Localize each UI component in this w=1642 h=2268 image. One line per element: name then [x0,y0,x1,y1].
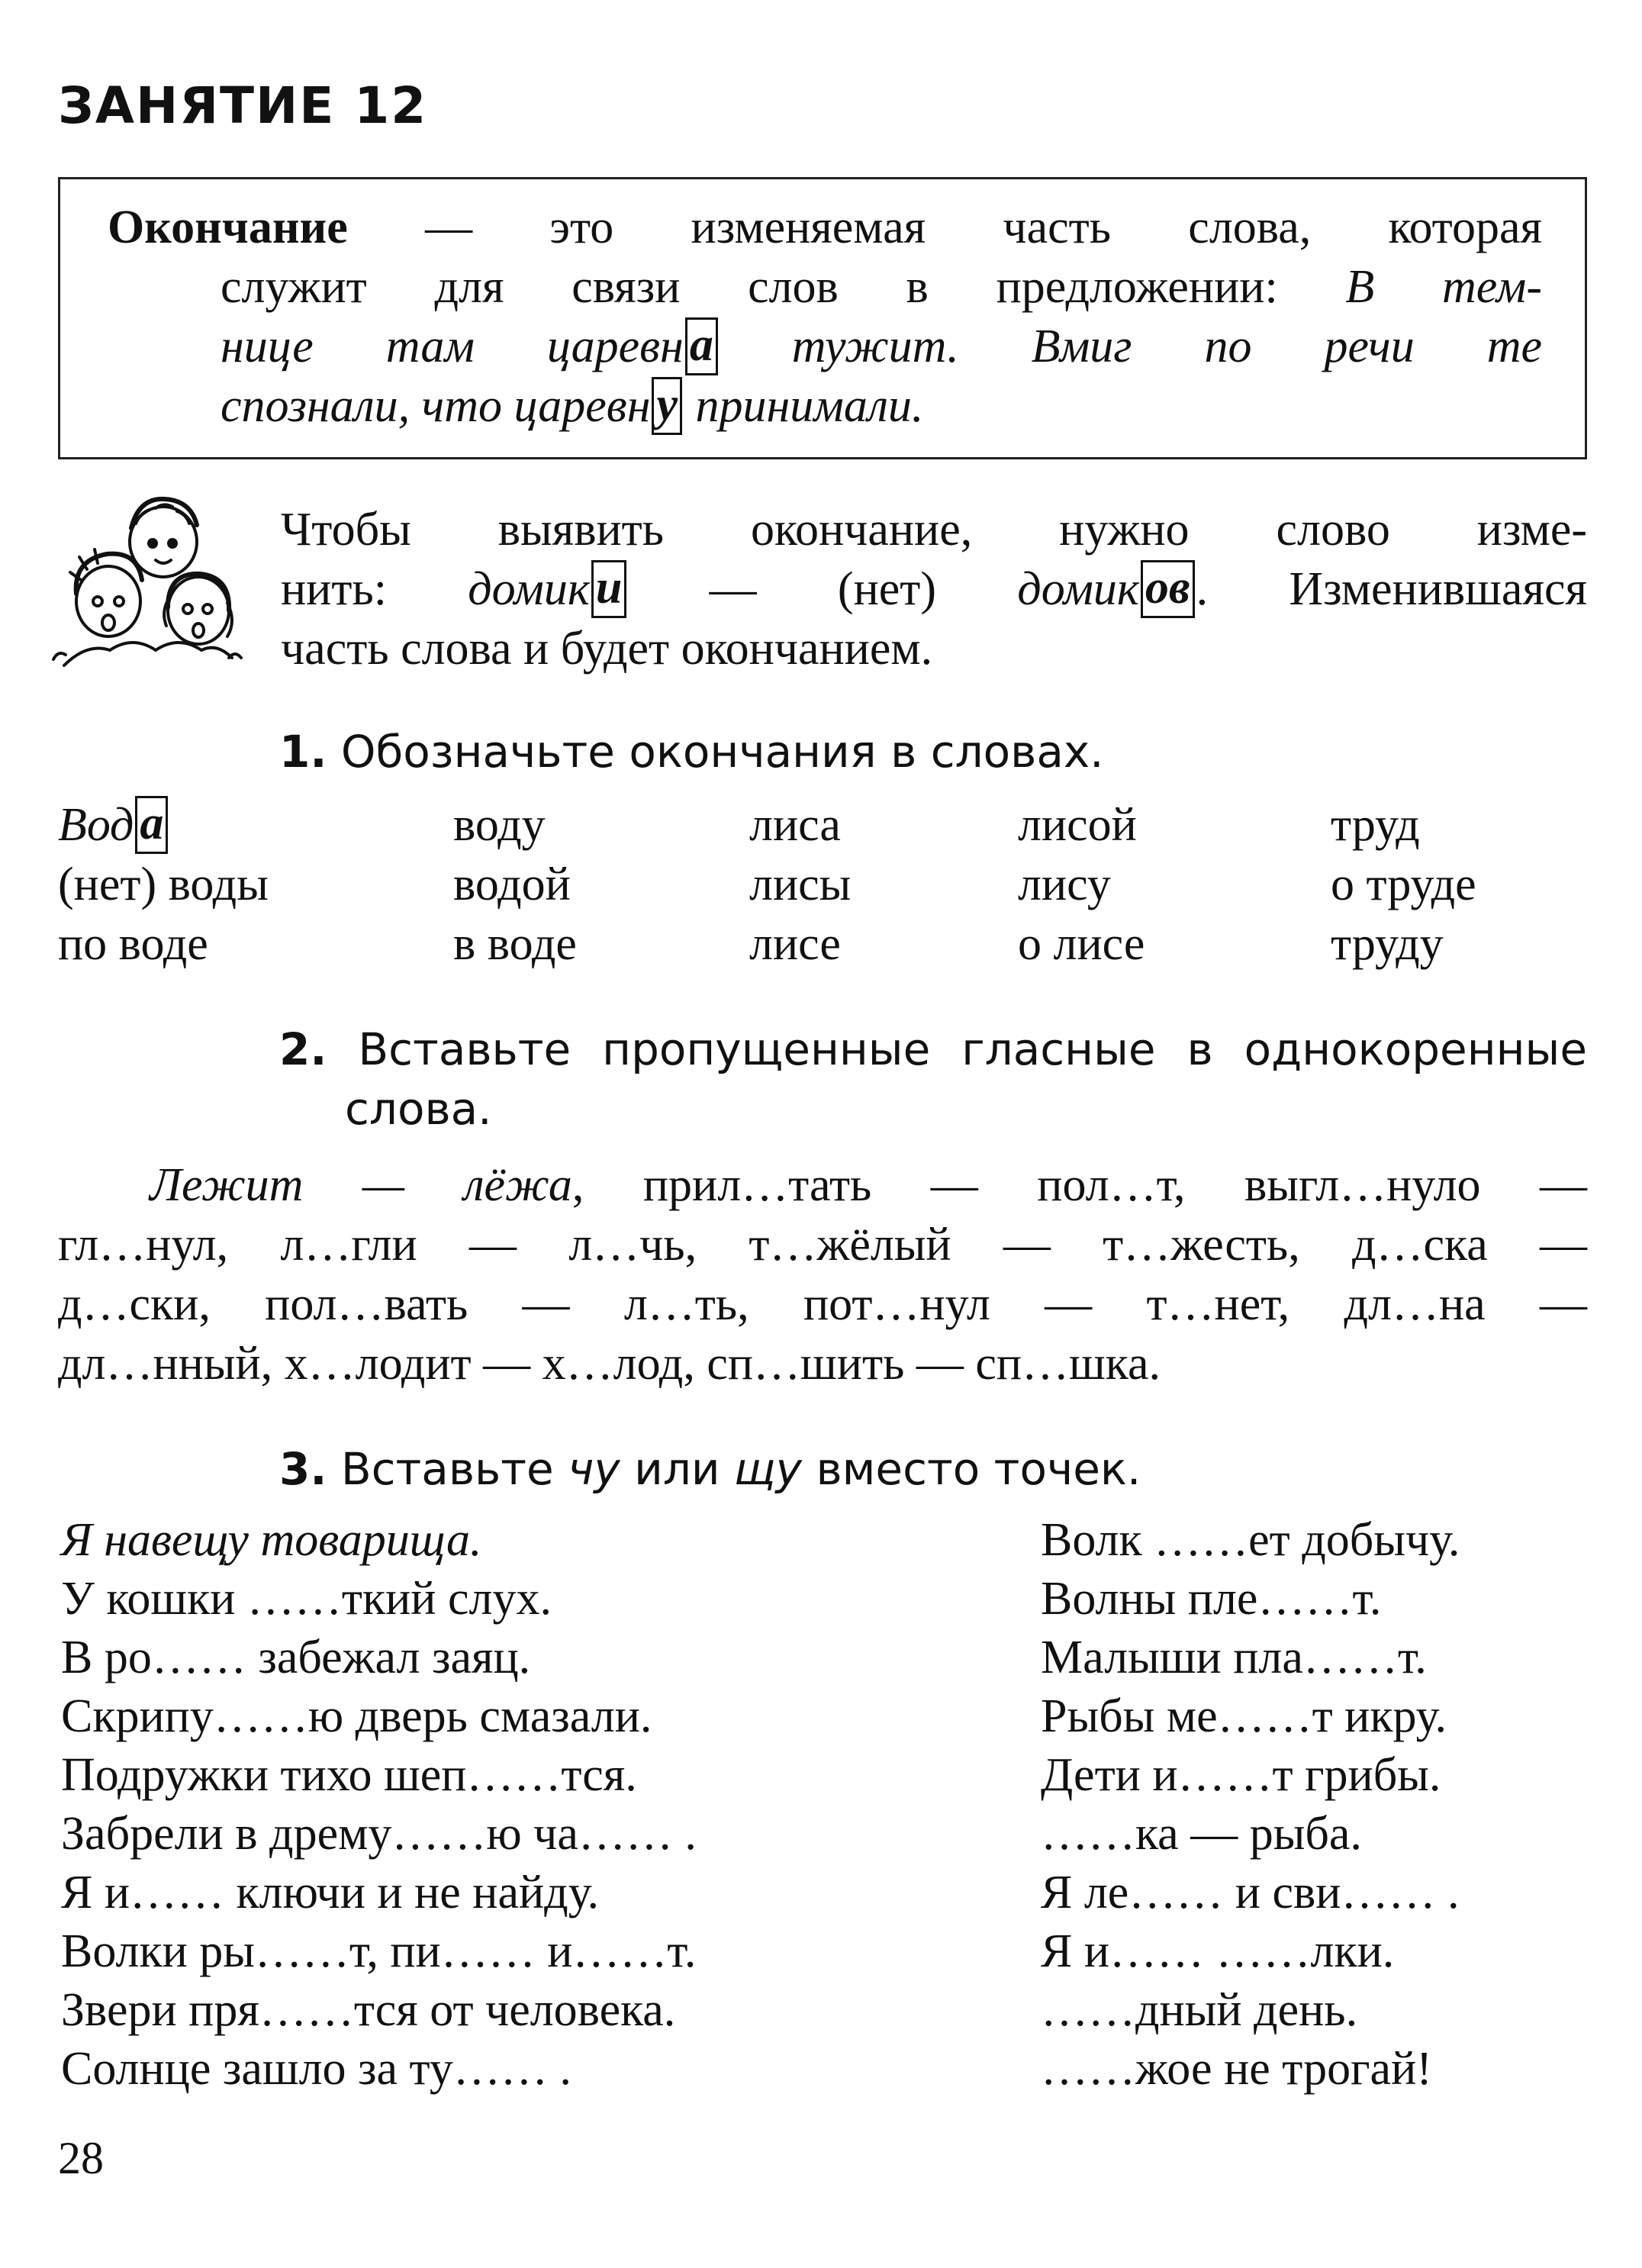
exercise-left-2: В ро…… забежал заяц. [61,1632,531,1683]
exercise-right-1: Волк ……ет добычу. [1041,1514,1460,1566]
task-3-text-3: вместо точек. [802,1443,1141,1495]
exercise-left-1: У кошки ……ткий слух. [61,1573,552,1625]
task-2-line-2: гл…нул, л…гли — л…чь, т…жёлый — т…жесть, д…ска — [58,1219,1587,1271]
word-cell: о лисе [1018,918,1145,970]
note-text-2a: нить: [281,563,468,615]
word-cell: труду [1331,918,1444,970]
task-3-example: Я навещу товарища. [61,1514,482,1566]
exercise-right-3: Малыши пла……т. [1041,1632,1427,1683]
exercise-right-10: ……жое не трогай! [1041,2043,1432,2095]
exercise-right-7: Я ле…… и сви…… . [1041,1867,1460,1918]
rule-line-4 [221,376,1542,436]
note-word-2: домик [1017,563,1139,615]
task-2-line-4: дл…нный, х…лодит — х…лод, сп…шить — сп…шка. [58,1338,1161,1390]
ending-box-voda: а [135,796,168,854]
exercise-right-8: Я и…… ……лки. [1041,1925,1395,1977]
rule-text-1: — это изменяемая часть слова, которая [347,201,1542,253]
exercise-left-9: Солнце зашло за ту…… . [61,2043,571,2095]
rule-line-3 [221,317,1542,376]
rule-term: Окончание [108,201,348,253]
exercise-right-6: ……ка — рыба. [1041,1808,1362,1860]
rule-text-3a: нице там царевн [221,321,684,372]
rule-box [58,177,1587,459]
exercise-right-9: ……дный день. [1041,1984,1358,2036]
rule-line-2 [221,257,1542,317]
task-2-number: 2. [279,1023,327,1075]
word-cell: лису [1018,859,1111,910]
task-2-line-1 [150,1155,1587,1215]
task-1-number: 1. [279,726,327,778]
task-3-text-2: или [620,1443,735,1495]
word-cell: водой [453,859,571,910]
word-cell: лисе [749,918,841,970]
rule-text-2a: служит для связи слов в предложении: [221,261,1346,313]
rule-text-2b: В тем- [1345,261,1542,313]
word-cell: (нет) воды [58,859,269,910]
rule-text-3b: тужит. Вмиг по речи те [719,321,1542,372]
exercise-right-4: Рыбы ме……т икру. [1041,1690,1447,1742]
exercise-left-3: Скрипу……ю дверь смазали. [61,1690,652,1742]
rule-line-1 [108,198,1542,257]
note-word-1: домик [468,563,590,615]
ending-box-a: а [685,317,718,375]
task-2-line-1-rest: , прил…тать — пол…т, выгл…нуло — [571,1159,1587,1211]
task-3-text-1: Вставьте [340,1443,568,1495]
exercise-right-2: Волны пле……т. [1041,1573,1382,1625]
word-cell: лисой [1018,799,1137,851]
word-cell: по воде [58,918,208,970]
ending-box-ov: ов [1141,560,1195,618]
note-line-2 [281,559,1587,619]
note-text-2end: . Изменившаяся [1196,563,1587,615]
exercise-left-6: Я и…… ключи и не найду. [61,1867,600,1918]
note-line-3: часть слова и будет окончанием. [281,623,933,675]
task-1-text: Обозначьте окончания в словах. [340,726,1104,778]
exercise-left-5: Забрели в дрему……ю ча…… . [61,1808,697,1860]
task-1-heading [279,722,1104,781]
exercise-left-7: Волки ры……т, пи…… и……т. [61,1925,697,1977]
note-line-1: Чтобы выявить окончание, нужно слово изме- [281,504,1587,556]
rule-text-4b: принимали. [684,380,924,432]
exercise-right-5: Дети и……т грибы. [1041,1749,1441,1801]
task-1-example [58,795,169,855]
task-2-text-1: Вставьте пропущенные гласные в однокоренные [358,1023,1588,1075]
word-cell: лисы [749,859,852,910]
task-2-line-3: д…ски, пол…вать — л…ть, пот…нул — т…нет, дл…на — [58,1278,1587,1330]
exercise-left-8: Звери пря……тся от человека. [61,1984,676,2036]
ending-box-u: у [652,377,682,435]
page-title: ЗАНЯТИЕ 12 [58,76,428,135]
task-2-example: Лежит — лёжа [150,1159,572,1211]
word-cell: труд [1331,799,1420,851]
task-3-shchu: щу [734,1443,803,1495]
word-cell: воду [453,799,546,851]
note-text-2mid: — (нет) [628,563,1018,615]
word-cell: лиса [749,799,841,851]
children-illustration [49,496,244,675]
word-cell: о труде [1331,859,1476,910]
example-stem: Вод [58,799,134,851]
task-3-number: 3. [279,1443,327,1495]
task-2-heading [279,1020,1587,1079]
word-cell: в воде [453,918,577,970]
ending-box-i: и [591,560,626,618]
page-number: 28 [58,2133,104,2183]
task-2-text-2: слова. [345,1083,492,1135]
task-3-chu: чу [568,1443,620,1495]
rule-text-4a: спознали, что царевн [221,380,651,432]
exercise-left-4: Подружки тихо шеп……тся. [61,1749,637,1801]
task-3-heading [279,1439,1141,1499]
